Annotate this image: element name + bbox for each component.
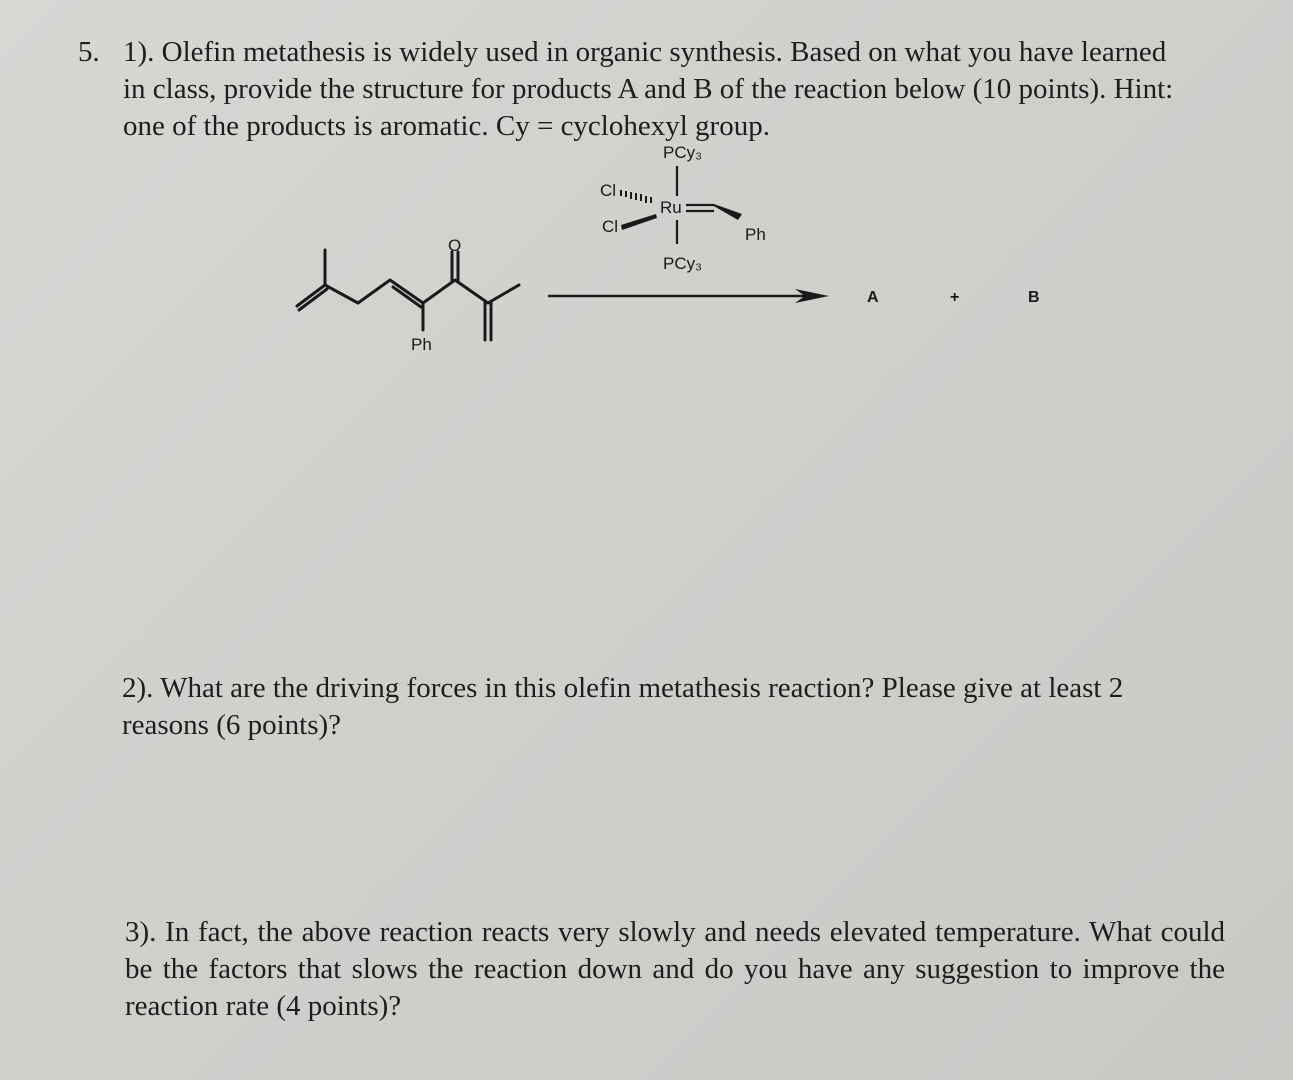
product-b-label: B [1028, 289, 1040, 306]
question-1-line-3: one of the products is aromatic. Cy = cyclohexyl group. [123, 110, 770, 142]
substrate-structure [297, 250, 519, 340]
plus-sign: + [950, 289, 960, 306]
reaction-arrow [548, 289, 829, 303]
catalyst-bottom-ligand: PCy₃ [663, 254, 703, 273]
question-2-line-1: 2). What are the driving forces in this olefin metathesis reaction? Please give at least 2 [122, 672, 1124, 704]
catalyst-structure [600, 143, 766, 273]
substrate-oxygen-label: O [448, 236, 462, 255]
question-1-line-2: in class, provide the structure for products A and B of the reaction below (10 points). Hint: [123, 73, 1174, 105]
catalyst-chloride-2: Cl [602, 217, 619, 236]
catalyst-chloride-1: Cl [600, 181, 617, 200]
catalyst-top-ligand: PCy₃ [663, 143, 703, 162]
catalyst-metal: Ru [660, 198, 682, 217]
catalyst-alkylidene-ph: Ph [745, 225, 766, 244]
question-1-line-1: 1). Olefin metathesis is widely used in organic synthesis. Based on what you have learned [123, 36, 1167, 68]
question-2-line-2: reasons (6 points)? [122, 709, 342, 741]
question-number: 5. [78, 36, 100, 68]
product-a-label: A [867, 289, 879, 306]
question-3-text: 3). In fact, the above reaction reacts very slowly and needs elevated temperature. What could be the factors that slows the reaction down and do you have any suggestion to improve the reaction rate (4 points)? [125, 916, 1225, 1022]
substrate-ph-label: Ph [411, 335, 432, 354]
